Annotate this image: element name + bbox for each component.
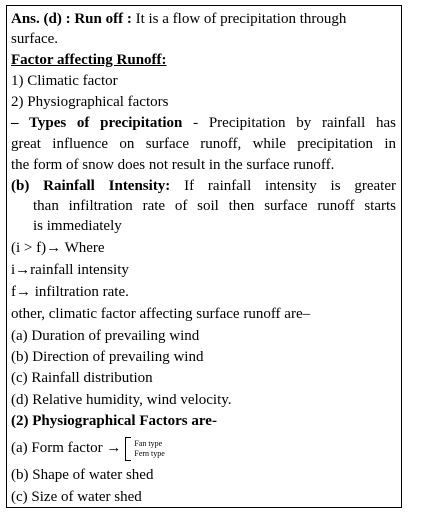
form-factor-option: Fan type [134, 438, 163, 448]
i-definition: i→rainfall intensity [11, 262, 129, 278]
answer-label: Ans. (d) : Run off : [11, 11, 132, 27]
climatic-item: (d) Relative humidity, wind velocity. [11, 392, 232, 408]
answer-continuation: surface. [11, 31, 59, 47]
intensity-line-3: is immediately [33, 218, 122, 234]
physio-item: (b) Shape of water shed [11, 467, 154, 483]
where-line: (i > f)→ Where [11, 240, 105, 256]
factor-item-1: 1) Climatic factor [11, 73, 118, 89]
physio-item: (c) Size of water shed [11, 489, 142, 505]
factor-item-2: 2) Physiographical factors [11, 94, 169, 110]
form-factor-option: Fern type [134, 448, 165, 458]
climatic-item: (c) Rainfall distribution [11, 370, 153, 386]
form-factor-line [11, 436, 165, 461]
other-climatic-line: other, climatic factor affecting surface runoff are– [11, 306, 311, 322]
intensity-line-2: than infiltration rate of soil then surface runoff starts [33, 198, 396, 214]
form-factor-label: (a) Form factor → [11, 440, 122, 456]
answer-line [11, 10, 346, 28]
types-label: – Types of precipitation [11, 115, 183, 131]
types-line-3: the form of snow does not result in the surface runoff. [11, 157, 335, 173]
physio-heading: (2) Physiographical Factors are- [11, 413, 217, 429]
intensity-label: (b) Rainfall Intensity: [11, 178, 171, 194]
bracket-icon [125, 437, 131, 461]
answer-text: It is a flow of precipitation through [131, 11, 347, 27]
climatic-item: (a) Duration of prevailing wind [11, 328, 200, 344]
factor-heading: Factor affecting Runoff: [11, 52, 167, 68]
climatic-item: (b) Direction of prevailing wind [11, 349, 204, 365]
answer-box [6, 5, 402, 508]
types-line-1: – Types of precipitation - Precipitation by rainfall has [11, 115, 396, 131]
f-definition: f→ infiltration rate. [11, 284, 129, 300]
types-line-2: great influence on surface runoff, while precipitation in [11, 136, 396, 152]
form-factor-options [134, 439, 164, 459]
intensity-line-1: (b) Rainfall Intensity: If rainfall intensity is greater [11, 178, 396, 194]
